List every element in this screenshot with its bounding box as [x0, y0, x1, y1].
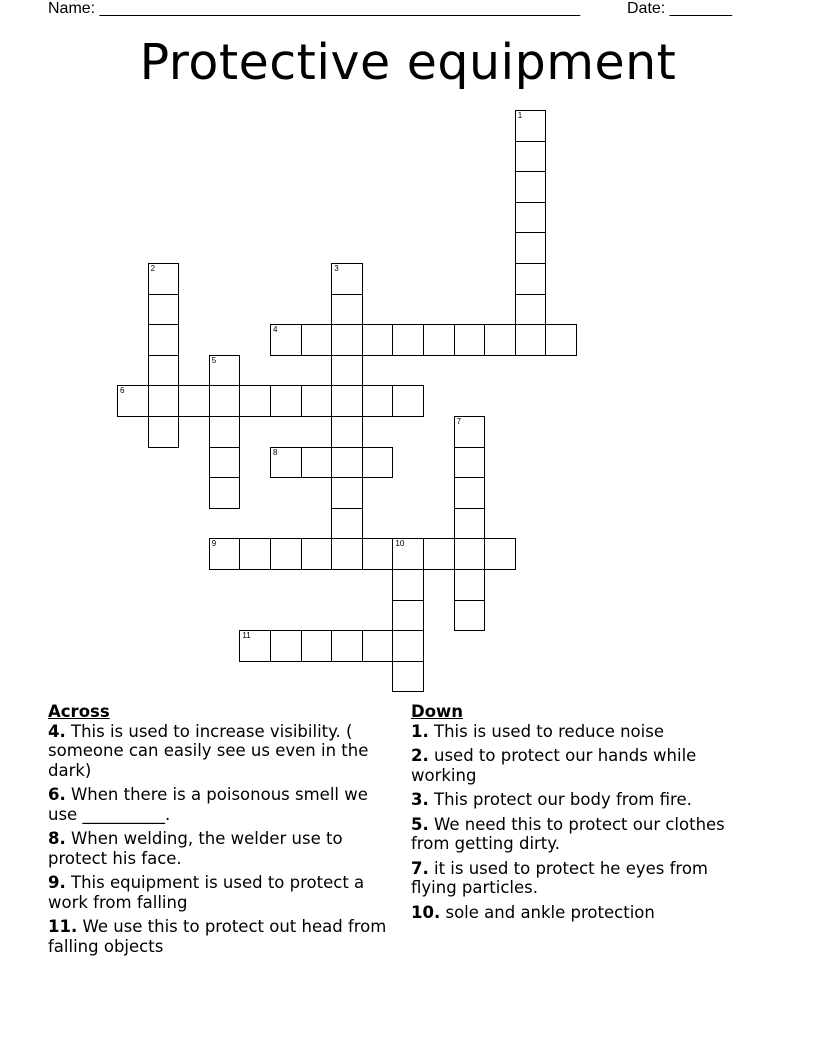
clue-down-3	[411, 790, 756, 810]
grid-cell[interactable]	[454, 600, 486, 632]
grid-cell[interactable]	[423, 324, 455, 356]
grid-cell[interactable]	[209, 447, 241, 479]
clue-number: 2.	[411, 746, 429, 765]
across-heading: Across	[48, 702, 110, 721]
grid-cell[interactable]	[331, 324, 363, 356]
clue-number: 1.	[411, 721, 429, 741]
clue-down-1	[411, 722, 756, 742]
across-clues	[48, 702, 393, 961]
date-field-label: Date: _______	[627, 0, 732, 17]
grid-cell[interactable]	[392, 324, 424, 356]
clue-text: We use this to protect out head from falling objects	[48, 917, 387, 956]
clue-text: sole and ankle protection	[440, 902, 655, 922]
clue-number-label: 8	[273, 447, 278, 457]
clue-number-label: 6	[120, 386, 125, 396]
grid-cell[interactable]	[209, 416, 241, 448]
clue-across-8	[48, 829, 393, 868]
clue-across-6	[48, 785, 393, 824]
clue-number-label: 1	[517, 111, 523, 120]
grid-cell[interactable]	[270, 630, 302, 662]
clue-number: 3.	[411, 790, 429, 809]
grid-cell[interactable]	[209, 477, 241, 509]
clue-text: When welding, the welder use to protect his face.	[48, 829, 343, 868]
grid-cell[interactable]	[392, 538, 424, 570]
grid-cell[interactable]	[454, 538, 486, 570]
grid-cell[interactable]	[515, 294, 547, 326]
grid-cell[interactable]	[392, 600, 424, 632]
grid-cell[interactable]	[454, 569, 486, 601]
clue-number: 4.	[48, 721, 66, 741]
grid-cell[interactable]	[301, 630, 333, 662]
grid-cell[interactable]	[209, 385, 241, 417]
grid-cell[interactable]	[148, 324, 180, 356]
grid-cell[interactable]	[239, 630, 271, 662]
grid-cell[interactable]	[454, 324, 486, 356]
grid-cell[interactable]	[362, 385, 394, 417]
clue-down-10	[411, 903, 756, 923]
grid-cell[interactable]	[301, 538, 333, 570]
grid-cell[interactable]	[331, 416, 363, 448]
clue-text: This is used to increase visibility. ( someone can easily see us even in the dark)	[48, 721, 369, 780]
clue-text: We need this to protect our clothes from getting dirty.	[411, 814, 725, 853]
grid-cell[interactable]	[545, 324, 577, 356]
grid-cell[interactable]	[515, 110, 547, 142]
down-heading: Down	[411, 702, 464, 721]
grid-cell[interactable]	[515, 171, 547, 203]
grid-cell[interactable]	[454, 508, 486, 540]
grid-cell[interactable]	[270, 324, 302, 356]
grid-cell[interactable]	[515, 141, 547, 173]
grid-cell[interactable]	[209, 355, 241, 387]
grid-cell[interactable]	[331, 477, 363, 509]
grid-cell[interactable]	[331, 538, 363, 570]
grid-cell[interactable]	[331, 294, 363, 326]
grid-cell[interactable]	[270, 538, 302, 570]
grid-cell[interactable]	[331, 355, 363, 387]
grid-cell[interactable]	[331, 508, 363, 540]
grid-cell[interactable]	[392, 661, 424, 693]
clue-number-label: 4	[273, 325, 278, 335]
clue-across-11	[48, 917, 393, 956]
grid-cell[interactable]	[362, 447, 394, 479]
grid-cell[interactable]	[454, 477, 486, 509]
grid-cell[interactable]	[148, 294, 180, 326]
clue-number-label: 10	[395, 539, 405, 549]
grid-cell[interactable]	[148, 263, 180, 295]
clue-text: This protect our body from fire.	[428, 790, 692, 809]
clue-number: 5.	[411, 814, 429, 834]
clue-number: 10.	[411, 902, 441, 922]
clue-number-label: 2	[150, 264, 156, 273]
clue-number: 9.	[48, 873, 66, 892]
grid-cell[interactable]	[331, 447, 363, 479]
grid-cell[interactable]	[270, 385, 302, 417]
clue-down-7	[411, 859, 756, 898]
grid-cell[interactable]	[148, 355, 180, 387]
page-title: Protective equipment	[139, 34, 677, 91]
grid-cell[interactable]	[301, 385, 333, 417]
grid-cell[interactable]	[178, 385, 210, 417]
grid-cell[interactable]	[515, 263, 547, 295]
clue-number: 8.	[48, 829, 66, 848]
grid-cell[interactable]	[301, 447, 333, 479]
grid-cell[interactable]	[392, 569, 424, 601]
clue-number-label: 11	[242, 631, 251, 641]
clue-text: This equipment is used to protect a work from falling	[48, 873, 365, 912]
clue-number-label: 7	[456, 417, 462, 426]
grid-cell[interactable]	[301, 324, 333, 356]
clue-number-label: 9	[211, 539, 217, 549]
grid-cell[interactable]	[515, 324, 547, 356]
grid-cell[interactable]	[331, 263, 363, 295]
clue-down-5	[411, 815, 756, 854]
clue-number: 11.	[48, 917, 78, 936]
grid-cell[interactable]	[515, 232, 547, 264]
grid-cell[interactable]	[392, 630, 424, 662]
grid-cell[interactable]	[362, 538, 394, 570]
grid-cell[interactable]	[331, 385, 363, 417]
grid-cell[interactable]	[239, 385, 271, 417]
grid-cell[interactable]	[117, 385, 149, 417]
clue-text: This is used to reduce noise	[428, 721, 664, 741]
clue-down-2	[411, 746, 756, 785]
grid-cell[interactable]	[515, 202, 547, 234]
grid-cell[interactable]	[392, 385, 424, 417]
grid-cell[interactable]	[239, 538, 271, 570]
clue-number-label: 5	[211, 355, 217, 365]
grid-cell[interactable]	[209, 538, 241, 570]
grid-cell[interactable]	[148, 385, 180, 417]
clue-text: it is used to protect he eyes from flying particles.	[411, 858, 709, 897]
grid-cell[interactable]	[423, 538, 455, 570]
down-clues	[411, 702, 756, 927]
grid-cell[interactable]	[362, 324, 394, 356]
name-field-label: Name: ______________________________________________________	[48, 0, 581, 17]
grid-cell[interactable]	[454, 416, 486, 448]
grid-cell[interactable]	[148, 416, 180, 448]
grid-cell[interactable]	[270, 447, 302, 479]
clue-number-label: 3	[334, 264, 339, 273]
clue-number: 7.	[411, 858, 429, 878]
grid-cell[interactable]	[484, 324, 516, 356]
grid-cell[interactable]	[484, 538, 516, 570]
clue-text: When there is a poisonous smell we use __________.	[48, 785, 368, 824]
grid-cell[interactable]	[331, 630, 363, 662]
clue-number: 6.	[48, 785, 66, 804]
clue-across-9	[48, 873, 393, 912]
grid-cell[interactable]	[454, 447, 486, 479]
grid-cell[interactable]	[362, 630, 394, 662]
clue-across-4	[48, 722, 393, 781]
clue-text: used to protect our hands while working	[411, 746, 697, 785]
